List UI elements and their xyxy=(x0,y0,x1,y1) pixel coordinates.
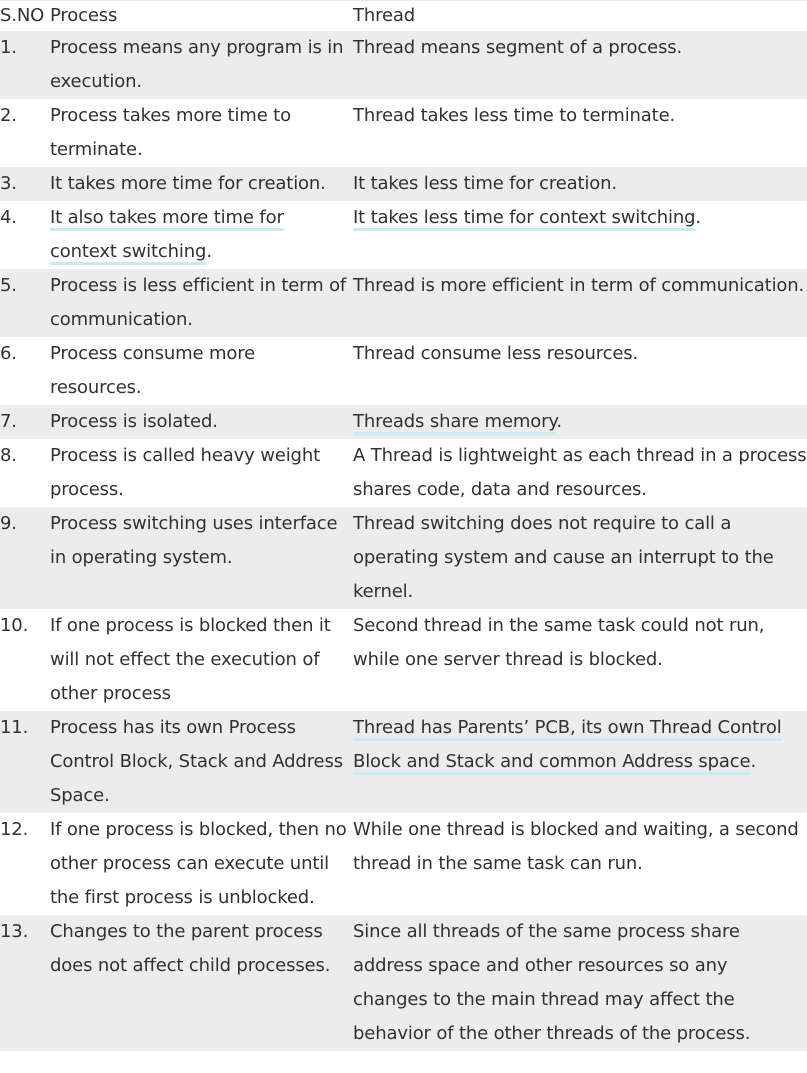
row-number: 11. xyxy=(0,717,29,738)
process-cell: Process is less efficient in term of communication. xyxy=(50,275,347,330)
row-number: 6. xyxy=(0,343,17,364)
threads-share-memory-link[interactable]: Threads share memory xyxy=(353,411,557,432)
row-number: 2. xyxy=(0,105,17,126)
process-cell xyxy=(46,201,349,269)
process-cell: It takes more time for creation. xyxy=(50,173,326,194)
context-switching-link[interactable]: It takes less time for context switching xyxy=(353,207,696,228)
table-row xyxy=(0,99,807,167)
row-number: 4. xyxy=(0,207,17,228)
thread-cell-period: . xyxy=(556,411,562,432)
row-number: 1. xyxy=(0,37,17,58)
thread-cell xyxy=(349,201,807,269)
process-cell: Process is called heavy weight process. xyxy=(50,445,320,500)
table-row xyxy=(0,201,807,269)
process-cell: Process takes more time to terminate. xyxy=(50,105,291,160)
table-row xyxy=(0,405,807,439)
header-thread: Thread xyxy=(353,5,416,26)
row-number: 3. xyxy=(0,173,17,194)
row-number: 7. xyxy=(0,411,17,432)
row-number: 13. xyxy=(0,921,29,942)
table-row xyxy=(0,507,807,609)
thread-cell: Since all threads of the same process share address space and other resources so any changes to the main thread may affect the behavior of the other threads of the process. xyxy=(353,921,751,1044)
process-cell: Process is isolated. xyxy=(50,411,218,432)
process-cell-period: . xyxy=(206,241,212,262)
process-cell: Process means any program is in execution. xyxy=(50,37,344,92)
process-cell: If one process is blocked then it will not effect the execution of other process xyxy=(50,615,331,704)
process-cell: Process consume more resources. xyxy=(50,343,256,398)
thread-cell: While one thread is blocked and waiting, a second thread in the same task can run. xyxy=(353,819,799,874)
thread-cell: Thread switching does not require to call a operating system and cause an interrupt to the kernel. xyxy=(353,513,774,602)
thread-cell: Thread consume less resources. xyxy=(353,343,639,364)
row-number: 12. xyxy=(0,819,29,840)
table-row xyxy=(0,167,807,201)
table-header-row xyxy=(0,1,807,31)
table-row xyxy=(0,813,807,915)
thread-cell xyxy=(349,405,807,439)
row-number: 9. xyxy=(0,513,17,534)
process-cell: Process has its own Process Control Block, Stack and Address Space. xyxy=(50,717,343,806)
thread-cell: It takes less time for creation. xyxy=(353,173,617,194)
row-number: 10. xyxy=(0,615,29,636)
header-sno: S.NO xyxy=(0,5,45,26)
row-number: 8. xyxy=(0,445,17,466)
thread-cell: Thread takes less time to terminate. xyxy=(353,105,676,126)
thread-cell: Thread means segment of a process. xyxy=(353,37,683,58)
table-row xyxy=(0,439,807,507)
thread-cell-period: . xyxy=(695,207,701,228)
table-row xyxy=(0,337,807,405)
table-row xyxy=(0,915,807,1051)
process-vs-thread-table xyxy=(0,1,807,1051)
thread-cell: Second thread in the same task could not run, while one server thread is blocked. xyxy=(353,615,765,670)
context-switching-link[interactable]: It also takes more time for context switching xyxy=(50,207,284,262)
table-row xyxy=(0,269,807,337)
process-cell: If one process is blocked, then no other process can execute until the first process is unblocked. xyxy=(50,819,347,908)
table-row xyxy=(0,711,807,813)
process-cell: Process switching uses interface in operating system. xyxy=(50,513,338,568)
row-number: 5. xyxy=(0,275,17,296)
thread-cell-period: . xyxy=(750,751,757,772)
table-row xyxy=(0,31,807,99)
thread-cell xyxy=(349,711,807,813)
thread-cell: Thread is more efficient in term of communication. xyxy=(353,275,805,296)
header-process: Process xyxy=(50,5,118,26)
thread-pcb-link[interactable]: Thread has Parents’ PCB, its own Thread Control Block and Stack and common Address space xyxy=(353,717,782,772)
thread-cell: A Thread is lightweight as each thread in a process shares code, data and resources. xyxy=(353,445,807,500)
table-row xyxy=(0,609,807,711)
process-cell: Changes to the parent process does not affect child processes. xyxy=(50,921,331,976)
